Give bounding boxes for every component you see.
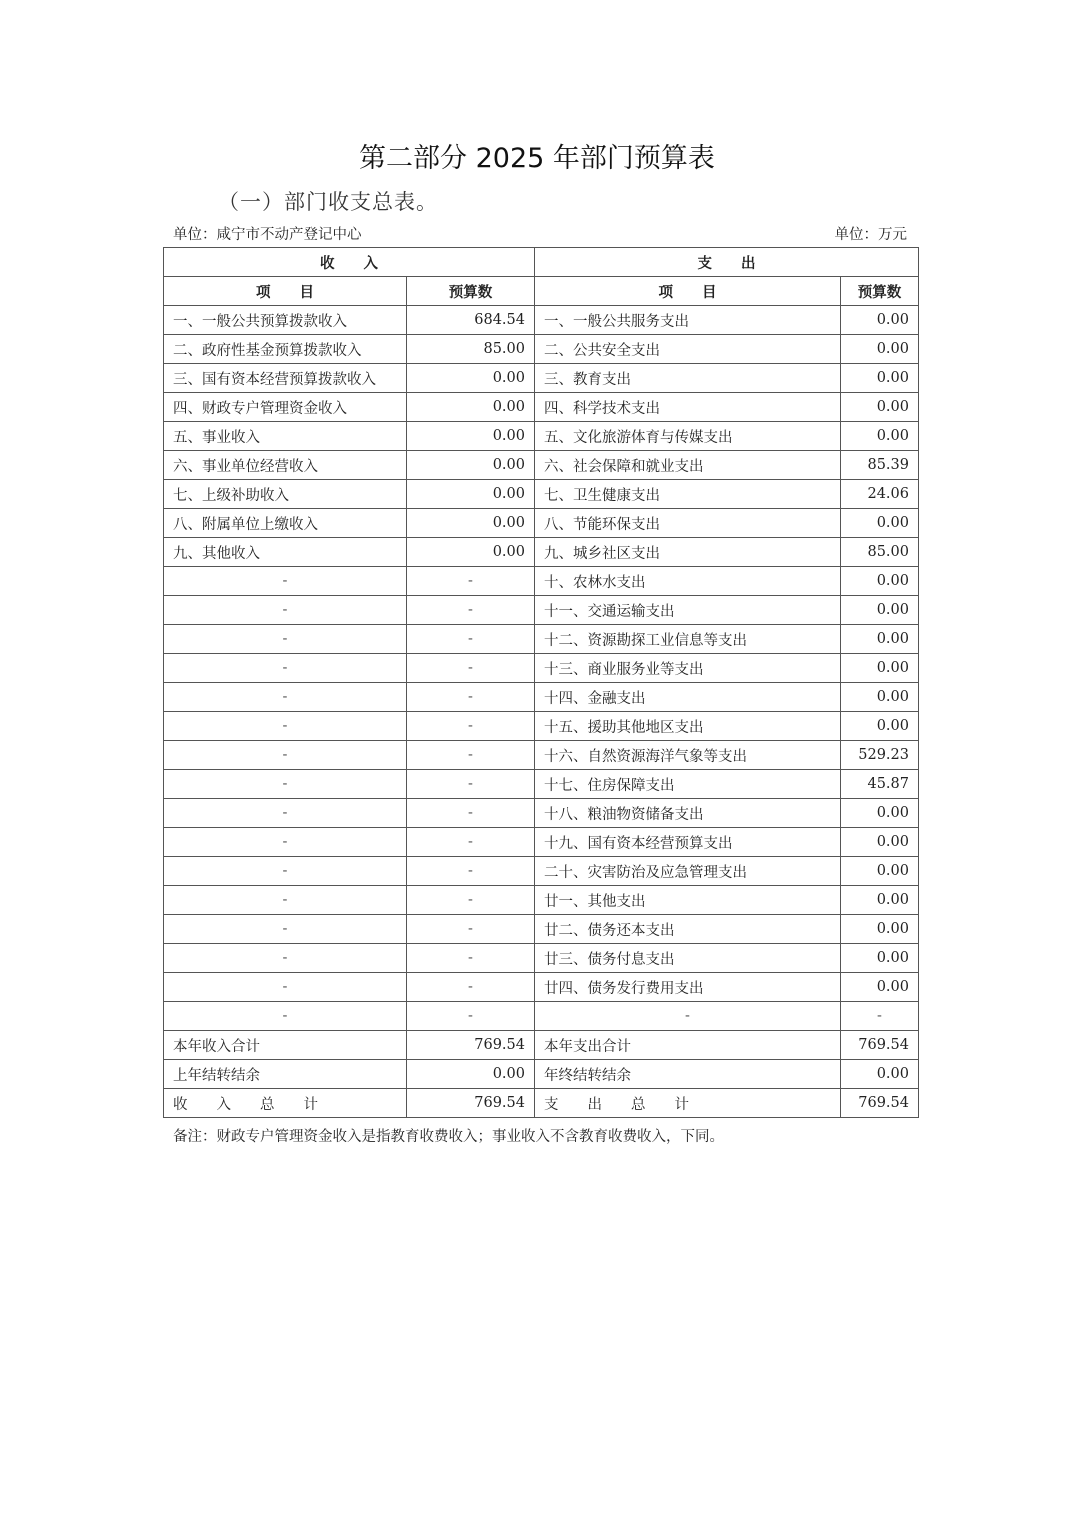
table-group-header-row [164, 248, 919, 277]
expense-item-cell: 六、社会保障和就业支出 [535, 451, 841, 480]
income-value-cell: - [407, 1002, 535, 1031]
expense-item-cell: 十、农林水支出 [535, 567, 841, 596]
income-value-cell: 0.00 [407, 509, 535, 538]
table-row [164, 828, 919, 857]
expense-value-cell: 0.00 [841, 596, 919, 625]
expense-value-cell: 0.00 [841, 654, 919, 683]
expense-item-cell: 十五、援助其他地区支出 [535, 712, 841, 741]
expense-value-cell: 85.00 [841, 538, 919, 567]
table-row [164, 741, 919, 770]
expense-item-cell: 十六、自然资源海洋气象等支出 [535, 741, 841, 770]
expense-value-cell: 769.54 [841, 1089, 919, 1118]
income-item-cell: 一、一般公共预算拨款收入 [164, 306, 407, 335]
income-item-cell: - [164, 886, 407, 915]
table-row [164, 625, 919, 654]
income-value-cell: 85.00 [407, 335, 535, 364]
total-row [164, 1089, 919, 1118]
income-value-cell: 0.00 [407, 480, 535, 509]
income-item-cell: - [164, 770, 407, 799]
income-item-cell: 七、上级补助收入 [164, 480, 407, 509]
expense-item-cell: 九、城乡社区支出 [535, 538, 841, 567]
expense-value-cell: 769.54 [841, 1031, 919, 1060]
table-body [164, 306, 919, 1118]
income-value-cell: - [407, 770, 535, 799]
income-item-cell: 九、其他收入 [164, 538, 407, 567]
income-item-cell: - [164, 799, 407, 828]
income-item-cell: 本年收入合计 [164, 1031, 407, 1060]
table-row [164, 770, 919, 799]
income-item-cell: - [164, 683, 407, 712]
budget-summary-table [163, 247, 919, 1118]
income-value-cell: 769.54 [407, 1031, 535, 1060]
table-column-header-row [164, 277, 919, 306]
expense-item-cell: 四、科学技术支出 [535, 393, 841, 422]
income-item-cell: 二、政府性基金预算拨款收入 [164, 335, 407, 364]
expense-item-header: 项 目 [535, 277, 841, 306]
total-row [164, 1060, 919, 1089]
expense-value-cell: 0.00 [841, 306, 919, 335]
expense-value-cell: 0.00 [841, 973, 919, 1002]
income-item-header: 项 目 [164, 277, 407, 306]
income-item-cell: - [164, 741, 407, 770]
income-value-cell: - [407, 741, 535, 770]
income-item-cell: - [164, 712, 407, 741]
table-row [164, 973, 919, 1002]
income-item-cell: - [164, 596, 407, 625]
expense-value-cell: 0.00 [841, 799, 919, 828]
income-item-cell: 六、事业单位经营收入 [164, 451, 407, 480]
income-item-cell: - [164, 944, 407, 973]
table-row [164, 335, 919, 364]
table-row [164, 683, 919, 712]
expense-item-cell: 五、文化旅游体育与传媒支出 [535, 422, 841, 451]
expense-item-cell: 十二、资源勘探工业信息等支出 [535, 625, 841, 654]
expense-item-cell: 十一、交通运输支出 [535, 596, 841, 625]
table-row [164, 886, 919, 915]
expense-item-cell: 八、节能环保支出 [535, 509, 841, 538]
income-value-cell: - [407, 886, 535, 915]
income-item-cell: - [164, 857, 407, 886]
income-value-cell: - [407, 828, 535, 857]
expense-value-cell: 0.00 [841, 683, 919, 712]
income-value-cell: 0.00 [407, 1060, 535, 1089]
expense-value-cell: 45.87 [841, 770, 919, 799]
income-value-cell: 769.54 [407, 1089, 535, 1118]
table-row [164, 567, 919, 596]
footnote: 备注：财政专户管理资金收入是指教育收费收入；事业收入不含教育收费收入，下同。 [173, 1129, 724, 1145]
income-item-cell: - [164, 654, 407, 683]
income-item-cell: - [164, 915, 407, 944]
table-row [164, 944, 919, 973]
expense-value-cell: 24.06 [841, 480, 919, 509]
expense-item-cell: 年终结转结余 [535, 1060, 841, 1089]
income-value-cell: - [407, 567, 535, 596]
total-row [164, 1031, 919, 1060]
income-group-header: 收 入 [164, 248, 535, 277]
expense-item-cell: 十三、商业服务业等支出 [535, 654, 841, 683]
table-row [164, 799, 919, 828]
income-value-cell: 0.00 [407, 364, 535, 393]
expense-item-cell: 廿四、债务发行费用支出 [535, 973, 841, 1002]
expense-item-cell: 十七、住房保障支出 [535, 770, 841, 799]
table-row [164, 364, 919, 393]
expense-value-cell: 0.00 [841, 335, 919, 364]
income-value-cell: - [407, 799, 535, 828]
income-value-cell: 0.00 [407, 393, 535, 422]
table-row [164, 306, 919, 335]
expense-item-cell: 一、一般公共服务支出 [535, 306, 841, 335]
income-value-cell: - [407, 915, 535, 944]
income-item-cell: - [164, 1002, 407, 1031]
income-value-cell: 0.00 [407, 538, 535, 567]
expense-item-cell: 廿二、债务还本支出 [535, 915, 841, 944]
expense-item-cell: 十九、国有资本经营预算支出 [535, 828, 841, 857]
expense-item-cell: 十四、金融支出 [535, 683, 841, 712]
income-value-cell: - [407, 973, 535, 1002]
expense-value-cell: 0.00 [841, 828, 919, 857]
expense-budget-header: 预算数 [841, 277, 919, 306]
income-item-cell: 八、附属单位上缴收入 [164, 509, 407, 538]
expense-item-cell: 二、公共安全支出 [535, 335, 841, 364]
table-row [164, 915, 919, 944]
expense-value-cell: 0.00 [841, 393, 919, 422]
income-item-cell: - [164, 973, 407, 1002]
income-item-cell: 收 入 总 计 [164, 1089, 407, 1118]
expense-value-cell: 0.00 [841, 364, 919, 393]
expense-item-cell: - [535, 1002, 841, 1031]
expense-value-cell: 0.00 [841, 857, 919, 886]
income-budget-header: 预算数 [407, 277, 535, 306]
expense-value-cell: 0.00 [841, 567, 919, 596]
expense-group-header: 支 出 [535, 248, 919, 277]
expense-value-cell: 0.00 [841, 944, 919, 973]
table-row [164, 712, 919, 741]
table-row [164, 538, 919, 567]
income-item-cell: 五、事业收入 [164, 422, 407, 451]
expense-value-cell: 0.00 [841, 422, 919, 451]
unit-organization: 单位：咸宁市不动产登记中心 [173, 227, 362, 243]
unit-currency: 单位：万元 [834, 227, 907, 243]
table-row [164, 857, 919, 886]
expense-value-cell: 529.23 [841, 741, 919, 770]
income-value-cell: - [407, 944, 535, 973]
income-item-cell: - [164, 625, 407, 654]
section-subtitle: （一）部门收支总表。 [218, 190, 438, 214]
income-value-cell: - [407, 596, 535, 625]
income-value-cell: - [407, 683, 535, 712]
income-value-cell: - [407, 857, 535, 886]
income-item-cell: 上年结转结余 [164, 1060, 407, 1089]
expense-item-cell: 支 出 总 计 [535, 1089, 841, 1118]
table-row [164, 596, 919, 625]
expense-value-cell: 0.00 [841, 915, 919, 944]
expense-item-cell: 本年支出合计 [535, 1031, 841, 1060]
expense-item-cell: 廿一、其他支出 [535, 886, 841, 915]
expense-value-cell: 85.39 [841, 451, 919, 480]
table-row [164, 509, 919, 538]
income-value-cell: - [407, 625, 535, 654]
income-item-cell: 四、财政专户管理资金收入 [164, 393, 407, 422]
expense-value-cell: - [841, 1002, 919, 1031]
expense-item-cell: 廿三、债务付息支出 [535, 944, 841, 973]
income-value-cell: 684.54 [407, 306, 535, 335]
expense-value-cell: 0.00 [841, 712, 919, 741]
table-row [164, 422, 919, 451]
expense-item-cell: 三、教育支出 [535, 364, 841, 393]
table-row [164, 393, 919, 422]
table-row [164, 654, 919, 683]
expense-value-cell: 0.00 [841, 509, 919, 538]
table-row [164, 480, 919, 509]
expense-value-cell: 0.00 [841, 886, 919, 915]
expense-item-cell: 二十、灾害防治及应急管理支出 [535, 857, 841, 886]
income-value-cell: - [407, 712, 535, 741]
income-value-cell: 0.00 [407, 422, 535, 451]
table-row [164, 1002, 919, 1031]
income-value-cell: 0.00 [407, 451, 535, 480]
income-item-cell: - [164, 828, 407, 857]
expense-value-cell: 0.00 [841, 1060, 919, 1089]
expense-item-cell: 七、卫生健康支出 [535, 480, 841, 509]
page-title: 第二部分 2025 年部门预算表 [359, 143, 715, 174]
expense-item-cell: 十八、粮油物资储备支出 [535, 799, 841, 828]
income-item-cell: - [164, 567, 407, 596]
table-row [164, 451, 919, 480]
income-item-cell: 三、国有资本经营预算拨款收入 [164, 364, 407, 393]
income-value-cell: - [407, 654, 535, 683]
expense-value-cell: 0.00 [841, 625, 919, 654]
